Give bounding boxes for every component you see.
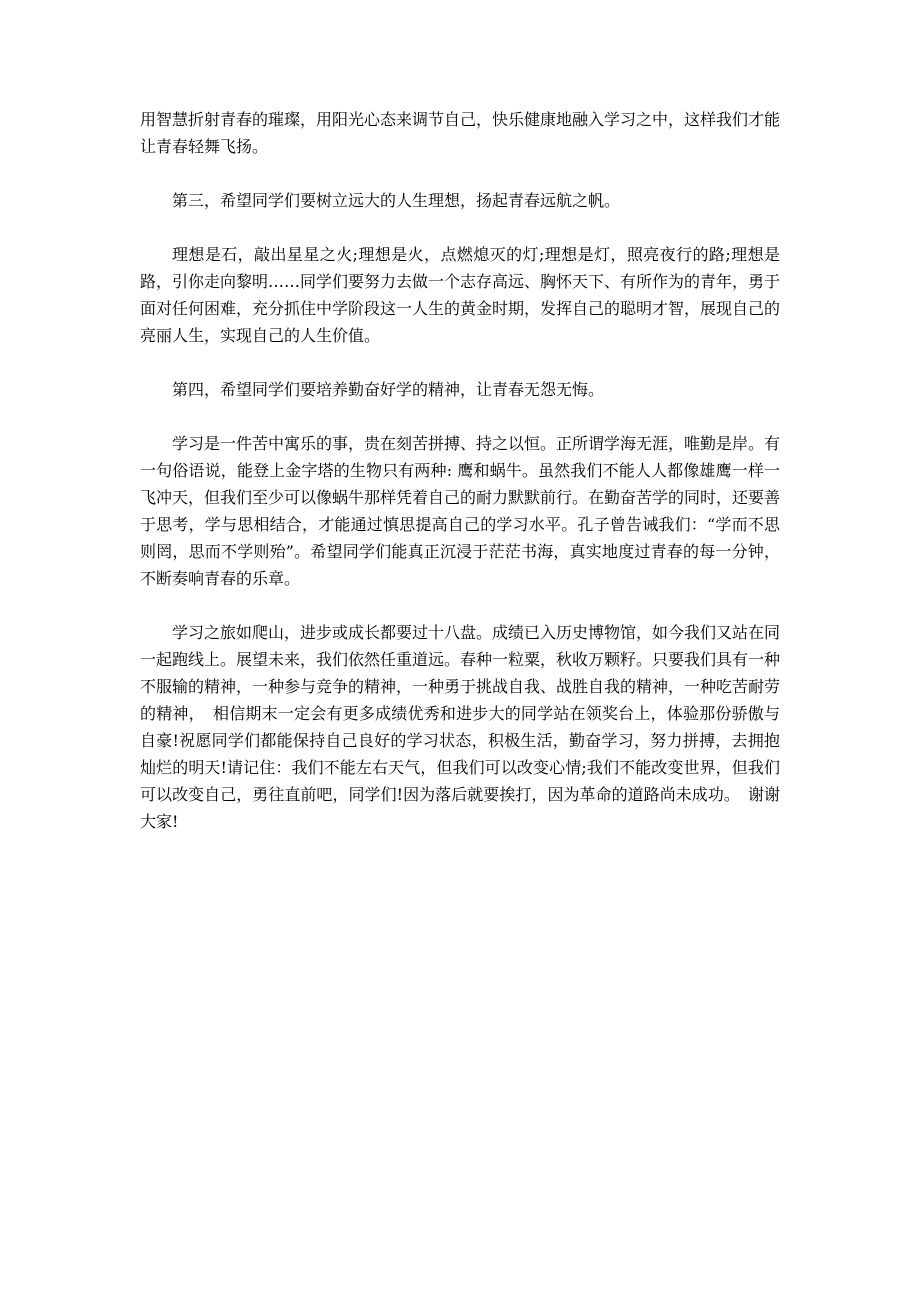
paragraph-5: 学习是一件苦中寓乐的事，贵在刻苦拼搏、持之以恒。正所谓学海无涯，唯勤是岸。有一句俗语说，能登上金字塔的生物只有两种: 鹰和蜗牛。虽然我们不能人人都像雄鹰一样一飞冲天，但我们至少可以像蜗牛那样凭着自己的耐力默默前行。在勤奋苦学的同时，还要善于思考，学与思相结合，才能通过慎思提高自己的学习水平。孔子曾告诫我们：“学而不思则罔，思而不学则殆”。希望同学们能真正沉浸于茫茫书海，真实地度过青春的每一分钟，不断奏响青春的乐章。 bbox=[140, 434, 781, 588]
paragraph-3: 理想是石，敲出星星之火;理想是火，点燃熄灭的灯;理想是灯，照亮夜行的路;理想是路，引你走向黎明……同学们要努力去做一个志存高远、胸怀天下、有所作为的青年，勇于面对任何困难，充分抓住中学阶段这一人生的黄金时期，发挥自己的聪明才智，展现自己的亮丽人生，实现自己的人生价值。 bbox=[140, 245, 781, 345]
paragraph-4: 第四，希望同学们要培养勤奋好学的精神，让青春无怨无悔。 bbox=[172, 380, 605, 399]
paragraph-1: 用智慧折射青春的璀璨，用阳光心态来调节自己，快乐健康地融入学习之中，这样我们才能让青春轻舞飞扬。 bbox=[140, 110, 781, 156]
paragraph-2: 第三，希望同学们要树立远大的人生理想，扬起青春远航之帆。 bbox=[172, 191, 621, 210]
paragraph-6: 学习之旅如爬山，进步或成长都要过十八盘。成绩已入历史博物馆，如今我们又站在同一起跑线上。展望未来，我们依然任重道远。春种一粒粟，秋收万颗籽。只要我们具有一种不服输的精神，一种参与竞争的精神，一种勇于挑战自我、战胜自我的精神，一种吃苦耐劳的精神， 相信期末一定会有更多成绩优秀和进步大的同学站在领奖台上，体验那份骄傲与自豪!祝愿同学们都能保持自己良好的学习状态，积极生活，勤奋学习，努力拼搏，去拥抱灿烂的明天!请记住：我们不能左右天气，但我们可以改变心情;我们不能改变世界，但我们可以改变自己，勇往直前吧，同学们!因为落后就要挨打，因为革命的道路尚未成功。 谢谢大家! bbox=[140, 623, 781, 831]
